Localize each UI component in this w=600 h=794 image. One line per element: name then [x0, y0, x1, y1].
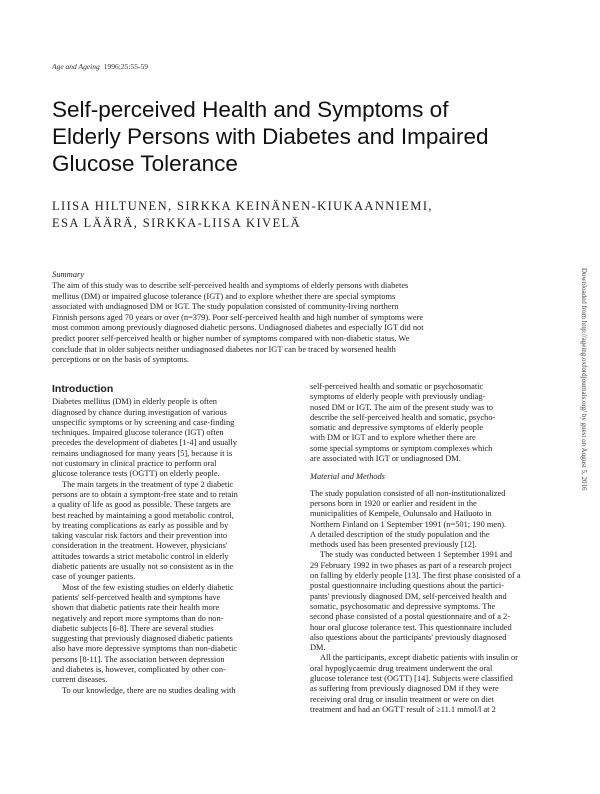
- text-line: diabetic patients are usually not so consistent as in the: [52, 562, 234, 572]
- summary-text: [52, 281, 552, 366]
- summary-line: Finnish persons aged 70 years or over (n=379). Poor self-perceived health and high number of symptoms were: [52, 312, 424, 322]
- text-line: precedes the development of diabetes [1-4] and usually: [52, 438, 237, 448]
- text-line: The study population consisted of all non-institutionalized: [310, 488, 506, 498]
- author-line: ESA LÄÄRÄ, SIRKKA-LIISA KIVELÄ: [52, 216, 301, 230]
- text-line: somatic, psychosomatic and depressive symptoms. The: [310, 601, 496, 611]
- title-line: Self-perceived Health and Symptoms of: [52, 97, 449, 122]
- text-line: The study was conducted between 1 September 1991 and: [320, 550, 513, 560]
- text-line: best reached by maintaining a good metabolic control,: [52, 510, 234, 520]
- text-line: consideration in the treatment. However, physicians': [52, 541, 228, 551]
- author-line: LIISA HILTUNEN, SIRKKA KEINÄNEN-KIUKAANNIEMI,: [52, 199, 433, 213]
- summary-line: The aim of this study was to describe self-perceived health and symptoms of elderly persons with diabetes: [52, 281, 409, 290]
- summary-line: perceptions or on the basis of symptoms.: [52, 355, 190, 365]
- text-line: diagnosed by chance during investigation of various: [52, 407, 227, 417]
- paragraph: [52, 397, 292, 479]
- text-line: by treating complications as early as possible and by: [52, 520, 229, 530]
- text-line: suggesting that previously diagnosed diabetic patients: [52, 634, 233, 644]
- paragraph: [310, 382, 550, 464]
- text-line: A detailed description of the study population and the: [310, 529, 490, 539]
- title-line: Glucose Tolerance: [52, 151, 238, 176]
- download-notice: Downloaded from http://ageing.oxfordjournals.org/ by guest on August 5, 2016: [580, 268, 588, 491]
- text-line: methods used has been presented previously [12].: [310, 540, 477, 550]
- journal-header: [52, 62, 148, 71]
- text-line: on falling by elderly people [13]. The first phase consisted of a: [310, 571, 521, 581]
- text-line: are associated with IGT or undiagnosed DM.: [310, 454, 461, 464]
- text-line: techniques. Impaired glucose tolerance (IGT) often: [52, 428, 224, 438]
- text-line: Northern Finland on 1 September 1991 (n=501; 190 men).: [310, 519, 507, 529]
- text-line: taking vascular risk factors and their prevention into: [52, 531, 228, 541]
- text-line: To our knowledge, there are no studies dealing with: [62, 685, 236, 695]
- article-title: [52, 96, 522, 177]
- text-line: unspecific symptoms or by screening and case-finding: [52, 417, 235, 427]
- text-line: current diseases.: [52, 675, 108, 685]
- text-line: some special symptoms or symptom complexes which: [310, 443, 493, 453]
- text-line: and diabetes is, however, complicated by other con-: [52, 665, 226, 675]
- text-line: persons [8-11]. The association between depression: [52, 654, 225, 664]
- text-line: attitudes towards a strict metabolic control in elderly: [52, 551, 229, 561]
- text-line: diabetic subjects [6-8]. There are several studies: [52, 623, 214, 633]
- text-line: treatment and had an OGTT result of ≥11.1 mmol/l at 2: [310, 704, 496, 714]
- summary-line: associated with undiagnosed DM or IGT. The study population consisted of community-living northern: [52, 302, 399, 312]
- paragraph: [52, 686, 292, 696]
- text-line: oral hypoglycaemic drug treatment underwent the oral: [310, 663, 493, 673]
- text-line: patients' self-perceived health and symptoms have: [52, 592, 221, 602]
- text-line: shown that diabetic patients rate their health more: [52, 603, 220, 613]
- text-line: also have more depressive symptoms than non-diabetic: [52, 644, 238, 654]
- text-line: remains undiagnosed for many years [5], because it is: [52, 448, 233, 458]
- summary-line: predict poorer self-perceived health or higher number of symptoms compared with non-diabetic status. We: [52, 333, 410, 343]
- text-line: second phase consisted of a postal questionnaire and of a 2-: [310, 612, 511, 622]
- right-column: [310, 382, 550, 715]
- text-line: glucose tolerance test (OGTT) [14]. Subjects were classified: [310, 674, 513, 684]
- text-line: persons born in 1920 or earlier and resident in the: [310, 498, 477, 508]
- journal-ref: 1996;25:55-59: [103, 62, 148, 71]
- paragraph: [52, 583, 292, 686]
- text-line: with DM or IGT and to explore whether there are: [310, 433, 476, 443]
- text-line: 29 February 1992 in two phases as part of a research project: [310, 560, 512, 570]
- paragraph: [310, 653, 550, 715]
- text-line: also questions about the participants' previously diagnosed: [310, 632, 507, 642]
- text-line: persons are to obtain a symptom-free state and to retain: [52, 489, 238, 499]
- summary-line: mellitus (DM) or impaired glucose tolerance (IGT) and to explore whether there are special symptoms: [52, 291, 396, 301]
- text-line: glucose tolerance tests (OGTT) on elderly people.: [52, 469, 220, 479]
- text-line: municipalities of Kempele, Oulunsalo and Hailuoto in: [310, 509, 492, 519]
- journal-name: Age and Ageing: [52, 62, 100, 71]
- methods-heading: Material and Methods: [310, 472, 385, 482]
- download-sidebar: [578, 268, 590, 648]
- text-line: Diabetes mellitus (DM) in elderly people is often: [52, 397, 217, 407]
- text-line: hour oral glucose tolerance test. This questionnaire included: [310, 622, 512, 632]
- text-line: as suffering from previously diagnosed DM if they were: [310, 684, 499, 694]
- text-line: nosed DM or IGT. The aim of the present study was to: [310, 402, 493, 412]
- text-line: self-perceived health and somatic or psychosomatic: [310, 382, 484, 391]
- left-column: [52, 382, 292, 696]
- summary-line: conclude that in older subjects neither undiagnosed diabetes nor IGT can be traced by worsened health: [52, 344, 396, 354]
- text-line: case of younger patients.: [52, 572, 136, 582]
- text-line: pants' previously diagnosed DM, self-perceived health and: [310, 591, 507, 601]
- text-line: The main targets in the treatment of type 2 diabetic: [62, 479, 234, 489]
- paragraph: [310, 489, 550, 551]
- title-line: Elderly Persons with Diabetes and Impaired: [52, 124, 489, 149]
- text-line: a quality of life as good as possible. These targets are: [52, 500, 231, 510]
- text-line: Most of the few existing studies on elderly diabetic: [62, 582, 234, 592]
- summary-heading: Summary: [52, 269, 85, 279]
- author-list: [52, 198, 552, 232]
- text-line: receiving oral drug or insulin treatment or were on diet: [310, 694, 494, 704]
- text-line: postal questionnaire including questions about the partici-: [310, 581, 504, 591]
- text-line: somatic and depressive symptoms of elderly people: [310, 423, 484, 433]
- text-line: All the participants, except diabetic patients with insulin or: [320, 653, 518, 663]
- summary-line: most common among previously diagnosed diabetic persons. Undiagnosed diabetes and especially IGT did not: [52, 323, 424, 333]
- text-line: not customary in clinical practice to perform oral: [52, 459, 217, 469]
- text-line: DM.: [310, 643, 326, 653]
- text-line: symptoms of elderly people with previously undiag-: [310, 392, 486, 402]
- paragraph: [52, 480, 292, 583]
- paragraph: [310, 550, 550, 653]
- text-line: negatively and report more symptoms than do non-: [52, 613, 224, 623]
- text-line: describe the self-perceived health and somatic, psycho-: [310, 412, 496, 422]
- introduction-heading: Introduction: [52, 383, 114, 395]
